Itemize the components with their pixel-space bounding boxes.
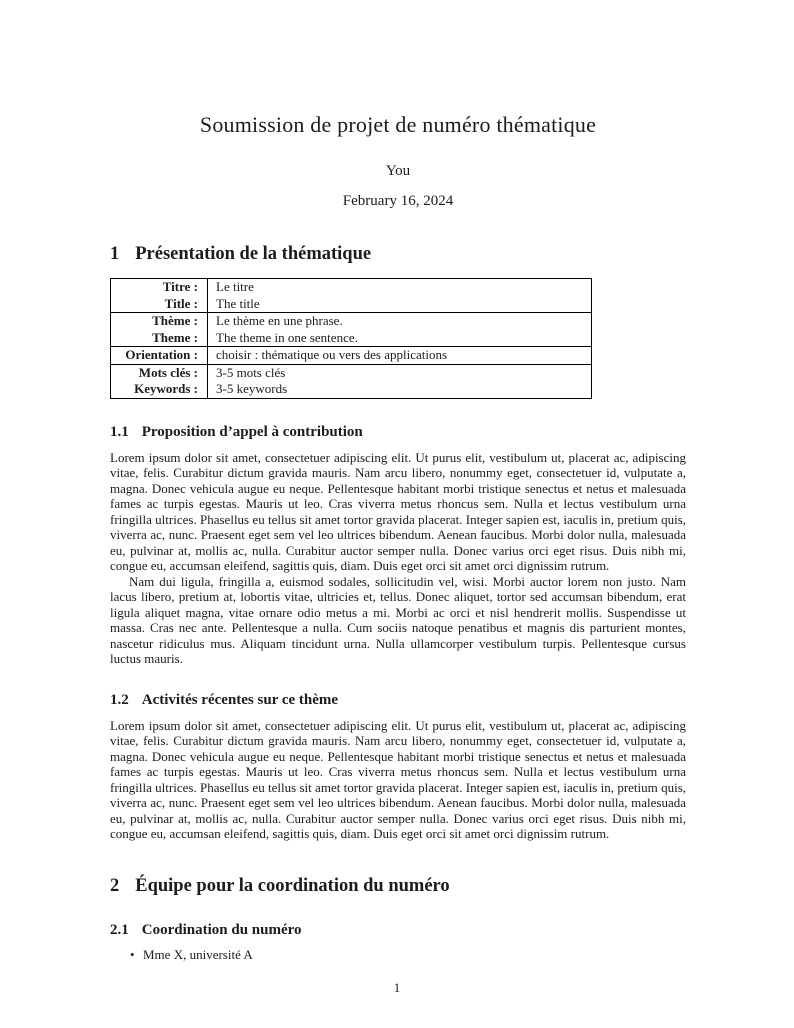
list-item-text: Mme X, université A — [143, 946, 253, 962]
document-author: You — [385, 163, 411, 179]
section-1-title: Présentation de la thématique — [135, 244, 372, 264]
table-row-value: Le titre — [216, 279, 254, 294]
table-row-value: 3-5 keywords — [216, 381, 288, 396]
table-row — [111, 330, 592, 347]
document-date: February 16, 2024 — [342, 193, 454, 209]
bullet-icon: • — [130, 946, 135, 962]
section-1-1-heading — [110, 424, 686, 441]
table-row — [111, 364, 592, 381]
table-row-label: Mots clés : — [111, 364, 208, 381]
paragraph: Lorem ipsum dolor sit amet, consectetuer adipiscing elit. Ut purus elit, vestibulum ut, placerat ac, adipiscing vitae, felis. Curabitur dictum gravida mauris. Nam arcu libero, nonummy eget, consectetuer id, vulputate a, magna. Donec vehicula augue eu neque. Pellentesque habitant morbi tristique senectus et netus et malesuada fames ac turpis egestas. Mauris ut leo. Cras viverra metus rhoncus sem. Nulla et lectus vestibulum urna fringilla ultrices. Phasellus eu tellus sit amet tortor gravida placerat. Integer sapien est, iaculis in, pretium quis, viverra ac, nunc. Praesent eget sem vel leo ultrices bibendum. Aenean faucibus. Morbi dolor nulla, malesuada eu, pulvinar at, mollis ac, nulla. Curabitur auctor semper nulla. Donec varius orci eget risus. Duis nibh mi, congue eu, accumsan eleifend, sagittis quis, diam. Duis eget orci sit amet orci dignissim rutrum. — [110, 449, 686, 573]
section-1-1-title: Proposition d’appel à contribution — [141, 423, 363, 440]
table-row — [111, 313, 592, 330]
section-2-1-heading — [110, 922, 686, 939]
table-row-value: Le thème en une phrase. — [208, 313, 592, 330]
title-block — [110, 112, 686, 210]
section-2-1-title: Coordination du numéro — [141, 921, 302, 938]
table-row — [111, 381, 592, 398]
table-row-value: The title — [216, 295, 260, 311]
section-1-number: 1 — [110, 244, 120, 264]
paragraph: Lorem ipsum dolor sit amet, consectetuer adipiscing elit. Ut purus elit, vestibulum ut, placerat ac, adipiscing vitae, felis. Curabitur dictum gravida mauris. Nam arcu libero, nonummy eget, consectetuer id, vulputate a, magna. Donec vehicula augue eu neque. Pellentesque habitant morbi tristique senectus et netus et malesuada fames ac turpis egestas. Mauris ut leo. Cras viverra metus rhoncus sem. Nulla et lectus vestibulum urna fringilla ultrices. Phasellus eu tellus sit amet tortor gravida placerat. Integer sapien est, iaculis in, pretium quis, viverra ac, nunc. Praesent eget sem vel leo ultrices bibendum. Aenean faucibus. Morbi dolor nulla, malesuada eu, pulvinar at, mollis ac, nulla. Curabitur auctor semper nulla. Donec varius orci eget risus. Duis nibh mi, congue eu, accumsan eleifend, sagittis quis, diam. Duis eget orci sit amet orci dignissim rutrum. — [110, 717, 686, 841]
section-2-title: Équipe pour la coordination du numéro — [135, 875, 450, 896]
section-1-2-heading — [110, 692, 686, 709]
table-row — [111, 347, 592, 365]
document-title: Soumission de projet de numéro thématique — [199, 112, 597, 137]
table-row-value: The theme in one sentence. — [216, 329, 358, 345]
table-row — [111, 279, 592, 296]
table-row-value: choisir : thématique ou vers des applications — [208, 347, 592, 365]
table-row-label: Keywords : — [111, 381, 208, 398]
table-row-label: Titre : — [111, 279, 208, 296]
list-item — [130, 947, 686, 963]
section-2-number: 2 — [110, 875, 120, 896]
section-1-2-title: Activités récentes sur ce thème — [141, 691, 339, 708]
table-row-label: Theme : — [111, 330, 208, 347]
section-2-1-number: 2.1 — [110, 921, 129, 938]
section-2-heading — [110, 876, 686, 897]
paragraph: Nam dui ligula, fringilla a, euismod sodales, sollicitudin vel, wisi. Morbi auctor lorem non justo. Nam lacus libero, pretium at, lobortis vitae, ultricies et, tellus. Donec aliquet, tortor sed accumsan bibendum, erat ligula aliquet magna, vitae ornare odio metus a mi. Morbi ac orci et nisl hendrerit mollis. Suspendisse ut massa. Cras nec ante. Pellentesque a nulla. Cum sociis natoque penatibus et magnis dis parturient montes, nascetur ridiculus mus. Aliquam tincidunt urna. Nulla ullamcorper vestibulum turpis. Pellentesque cursus luctus mauris. — [110, 573, 686, 666]
section-1 — [110, 244, 686, 842]
section-1-2-number: 1.2 — [110, 691, 129, 708]
section-1-heading — [110, 244, 686, 265]
page-number: 1 — [393, 980, 401, 995]
table-row-label: Orientation : — [111, 347, 208, 365]
coordination-list — [110, 947, 686, 963]
section-1-1-number: 1.1 — [110, 423, 129, 440]
table-row-value: 3-5 mots clés — [208, 364, 592, 381]
table-row-label: Thème : — [111, 313, 208, 330]
table-row-label: Title : — [111, 296, 208, 313]
thematique-info-table — [110, 278, 592, 399]
section-2 — [110, 876, 686, 963]
table-row — [111, 296, 592, 313]
